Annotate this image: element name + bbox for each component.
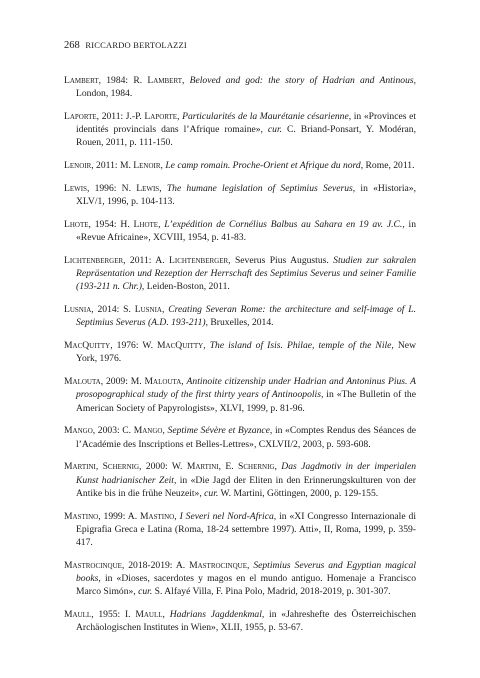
bibliography-entry: [64, 608, 416, 634]
author-name: Lhote: [133, 219, 159, 230]
author-name: Lambert: [147, 75, 182, 86]
bibliography-entry: [64, 339, 416, 365]
entry-text: , in «Revue Africaine», XCVIII, 1954, p. 41-83.: [76, 219, 416, 244]
entry-text: , 2018-2019: A.: [121, 559, 190, 571]
entry-text: , 1954: H.: [88, 219, 134, 230]
entry-text: , in «Comptes Rendus des Séances de l’Académie des Inscriptions et Belles-Lettres», CXLVII/2, 2003, p. 593-608.: [76, 425, 417, 450]
bibliography-entry: [64, 303, 416, 329]
author-name: Lenoir: [64, 160, 92, 172]
entry-text: ,: [177, 111, 183, 122]
entry-text: , Severus Pius Augustus.: [228, 255, 334, 266]
entry-text: , in «Provinces et identités provincials dans l’Afrique romaine»,: [76, 111, 416, 136]
entry-text: , 2011: J.-P.: [96, 111, 145, 122]
author-name: Mango: [133, 425, 163, 437]
entry-text: , 2011: A.: [123, 255, 170, 266]
bibliography-entry: [64, 510, 416, 550]
entry-text: , 2009: M.: [100, 376, 145, 388]
work-title: Beloved and god: the story of Hadrian and Antinous: [189, 75, 414, 86]
entry-text: S. Alfayé Villa, F. Pina Polo, Madrid, 2018-2019, p. 301-307.: [152, 586, 391, 598]
entry-text: ,: [274, 461, 282, 473]
entry-text: , Rome, 2011.: [360, 160, 415, 172]
bibliography-entry: [64, 559, 416, 599]
work-title: cur.: [138, 586, 153, 598]
entry-text: ,: [247, 559, 254, 571]
author-name: Lambert: [64, 75, 99, 86]
work-title: Septimius Severus and Egyptian magical books: [76, 559, 417, 585]
entry-text: ,: [162, 425, 168, 437]
entry-text: , 2014: S.: [91, 304, 135, 316]
author-name: Mango: [64, 425, 93, 437]
entry-text: , in «Jahreshefte des Österreichischen Archäologischen Institutes in Wien», XLII, 1955, p. 53-67.: [76, 609, 417, 634]
running-head: [64, 40, 416, 51]
work-title: Hadrians Jagddenkmal: [169, 609, 262, 621]
entry-text: ,: [181, 75, 190, 86]
entry-text: , 1984: R.: [98, 75, 148, 86]
work-title: Studien zur sakralen Repräsentation und Rezeption der Herrschaft des Septimius Severus und seiner Familie (193-211 n. Chr.): [76, 255, 417, 293]
author-name: Maull: [64, 609, 92, 621]
entry-text: ,: [160, 160, 166, 172]
page-number: 268: [64, 40, 80, 51]
author-name: Lenoir: [133, 160, 161, 172]
entry-text: , 1996: N.: [86, 183, 137, 194]
work-title: cur.: [267, 124, 283, 136]
work-title: Particularités de la Maurétanie césarienne: [182, 111, 349, 122]
author-name: MacQuitty: [157, 340, 204, 352]
author-name: Lusnia: [134, 304, 162, 316]
work-title: Le camp romain. Proche-Orient et Afrique du nord: [165, 160, 361, 172]
running-head-author: RICCARDO BERTOLAZZI: [85, 40, 187, 50]
entry-text: ,: [159, 183, 167, 194]
entry-text: ,: [181, 376, 187, 388]
bibliography-entry: [64, 460, 416, 500]
author-name: Martini: [186, 461, 219, 473]
entry-text: , 1976: W.: [110, 340, 158, 352]
author-name: Mastino: [64, 510, 99, 522]
entry-text: ,: [174, 510, 180, 522]
entry-text: ,: [158, 219, 165, 230]
author-name: Laporte: [64, 111, 97, 122]
author-name: Lewis: [64, 183, 87, 194]
entry-text: , in «Historia», XLV/1, 1996, p. 104-113.: [76, 183, 416, 208]
author-name: Mastino: [140, 510, 175, 522]
author-name: Lhote: [64, 219, 89, 230]
entry-text: C. Briand-Ponsart, Y. Modéran, Rouen, 2011, p. 111-150.: [76, 124, 416, 149]
work-title: Das Jagdmotiv in der imperialen Kunst hadrianischer Zeit: [76, 461, 416, 486]
entry-text: , 1955: I.: [91, 609, 136, 621]
entry-text: , E.: [218, 461, 239, 473]
entry-text: , London, 1984.: [76, 75, 417, 100]
entry-text: , 2003: C.: [92, 425, 134, 437]
author-name: Malouta: [64, 376, 101, 388]
work-title: I Severi nel Nord-Africa: [179, 510, 274, 522]
entry-text: ,: [203, 340, 210, 352]
page: [64, 40, 416, 640]
bibliography-entry: [64, 74, 416, 100]
entry-text: , 2000: W.: [139, 461, 187, 473]
author-name: Lewis: [136, 183, 160, 194]
work-title: Antinoite citizenship under Hadrian and Antoninus Pius. A prosopographical study of the first thirty years of Antinoopolis: [76, 376, 416, 401]
entry-text: , in «Die Jagd der Eliten in den Erinnerungskulturen von der Antike bis in die frühe Neuzeit»,: [76, 474, 416, 499]
author-name: Martini, Schernig: [64, 461, 140, 473]
author-name: Maull: [135, 609, 163, 621]
work-title: L’expédition de Cornélius Balbus au Sahara en 19 av. J.C.: [164, 219, 403, 230]
author-name: Lusnia: [64, 304, 92, 316]
entry-text: ,: [161, 304, 169, 316]
work-title: Septime Sévère et Byzance: [167, 425, 270, 437]
bibliography-entry: [64, 110, 416, 150]
bibliography-entry: [64, 375, 416, 415]
bibliography-entry: [64, 424, 416, 450]
work-title: The island of Isis. Philae, temple of the Nile: [209, 340, 392, 352]
entry-text: , Bruxelles, 2014.: [205, 317, 274, 329]
entry-text: , in «Dioses, sacerdotes y magos en el mundo antiguo. Homenaje a Francisco Marco Simón»,: [76, 573, 416, 598]
entry-text: , New York, 1976.: [76, 340, 416, 365]
entry-text: , in «XI Congresso Internazionale di Epigrafia Greca e Latina (Roma, 18-24 settembre 1997). Atti», II, Roma, 1999, p. 359-417.: [76, 510, 416, 549]
bibliography-entry: [64, 182, 416, 208]
entry-text: , Leiden-Boston, 2011.: [141, 281, 230, 293]
work-title: Creating Severan Rome: the architecture and self-image of L. Septimius Severus (A.D. 193-211): [76, 304, 417, 329]
bibliography-entry: [64, 254, 416, 294]
work-title: The humane legislation of Septimius Severus: [166, 183, 353, 194]
author-name: Mastrocinque: [64, 559, 122, 571]
author-name: Lichtenberger: [169, 255, 229, 266]
entry-text: W. Martini, Göttingen, 2000, p. 129-155.: [218, 487, 379, 499]
author-name: Lichtenberger: [64, 255, 124, 266]
author-name: MacQuitty: [64, 340, 111, 352]
bibliography-entry: [64, 159, 416, 172]
bibliography: [64, 74, 416, 634]
entry-text: ,: [162, 609, 170, 621]
author-name: Malouta: [144, 376, 182, 388]
work-title: cur.: [204, 487, 219, 499]
author-name: Mastrocinque: [189, 559, 247, 571]
author-name: Schernig: [238, 461, 275, 473]
entry-text: , 1999: A.: [98, 510, 141, 522]
entry-text: , in «The Bulletin of the American Society of Papyrologists», XLVI, 1999, p. 81-96.: [76, 389, 416, 414]
bibliography-entry: [64, 218, 416, 244]
entry-text: , 2011: M.: [91, 160, 134, 172]
author-name: Laporte: [144, 111, 178, 122]
